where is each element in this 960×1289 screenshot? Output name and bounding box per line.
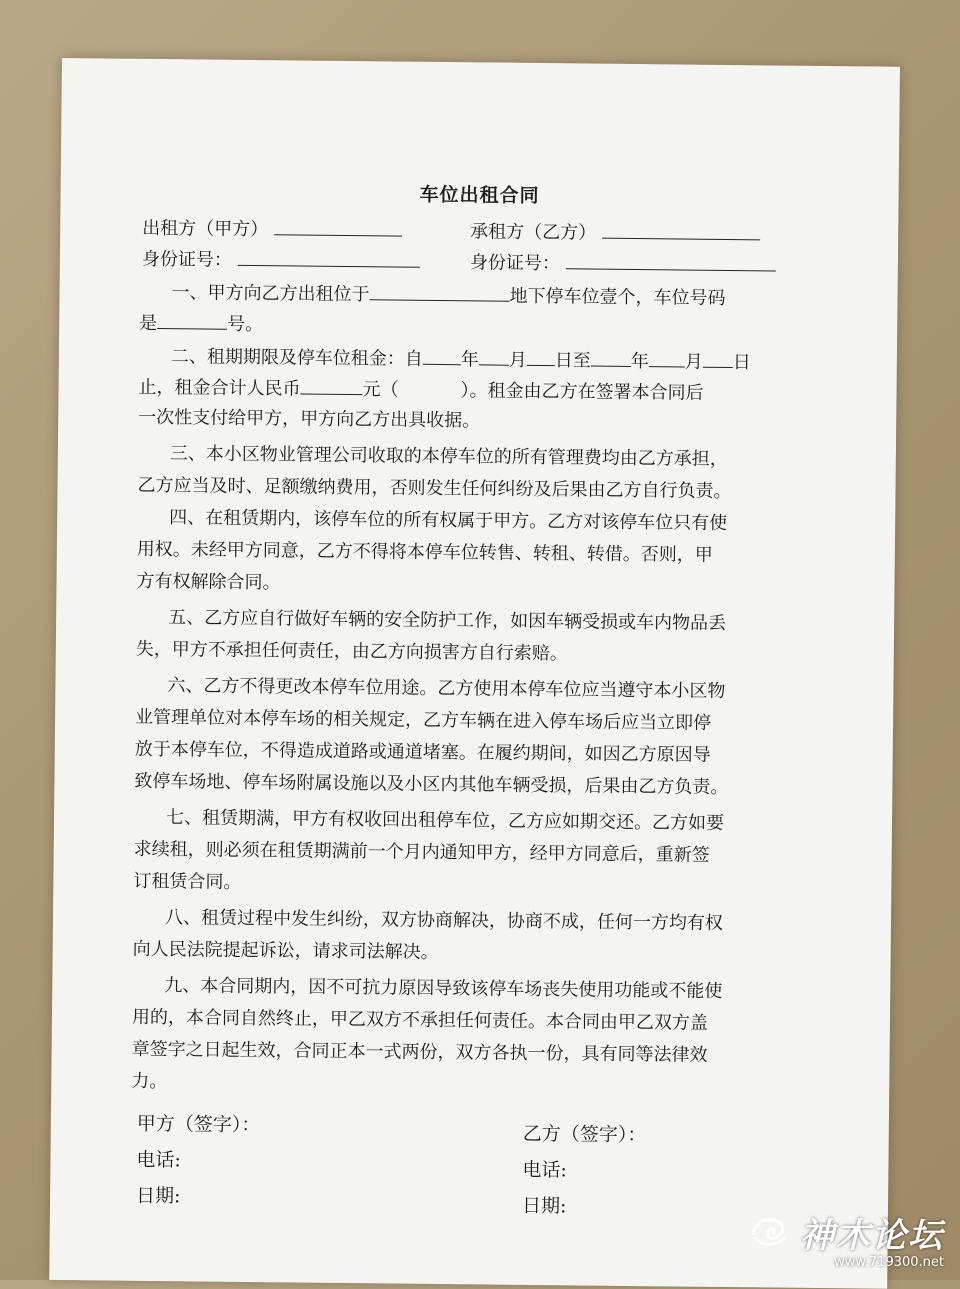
clause-9-line-3: 章签字之日起生效，合同正本一式两份，双方各执一份，具有同等法律效 — [131, 1038, 708, 1066]
party-b-phone-label: 电话: — [522, 1158, 567, 1182]
clause-4-line-2: 用权。未经甲方同意，乙方不得将本停车位转售、转租、转借。否则，甲 — [136, 538, 713, 566]
lessor-blank — [274, 218, 402, 236]
clause-2-text-b: 止，租金合计人民币 — [138, 376, 301, 400]
year-2-label: 年 — [630, 350, 649, 373]
clause-2-text-c: 元（ — [362, 379, 399, 401]
lessee-field — [470, 220, 760, 246]
clause-9-line-2: 用的，本合同自然终止，甲乙双方不承担任何责任。本合同由甲乙双方盖 — [131, 1006, 709, 1034]
party-a-signature-label: 甲方（签字）： — [136, 1112, 261, 1137]
clause-4-line-1: 四、在租赁期内，该停车位的所有权属于甲方。乙方对该停车位只有使 — [169, 507, 728, 534]
clause-3-line-1: 三、本小区物业管理公司收取的本停车位的所有管理费均由乙方承担， — [169, 443, 728, 470]
contract-document — [49, 58, 900, 1289]
id-label-a: 身份证号： — [141, 248, 233, 271]
clause-3-line-2: 乙方应当及时、足额缴纳费用，否则发生任何纠纷及后果由乙方自行负责。 — [137, 474, 732, 503]
end-year-blank — [591, 350, 631, 367]
contract-paper — [49, 58, 900, 1289]
party-b-signature-label: 乙方（签字）： — [522, 1122, 647, 1147]
id-label-b: 身份证号： — [469, 252, 560, 275]
rent-words-space — [398, 396, 460, 397]
rent-amount-blank — [300, 378, 362, 396]
clause-1-text-b: 地下停车位壹个，车位号码 — [509, 285, 726, 309]
clause-2-line-2 — [138, 376, 703, 405]
clause-2-line-1 — [171, 345, 751, 374]
party-b-date-label: 日期: — [521, 1194, 567, 1218]
clause-7-line-3: 订租赁合同。 — [133, 870, 242, 893]
clause-4-line-3: 方有权解除合同。 — [136, 570, 281, 594]
id-field-a — [142, 248, 420, 274]
lessee-blank — [602, 222, 760, 241]
clause-1-line-2 — [139, 312, 263, 336]
clause-5-line-1: 五、乙方应自行做好车辆的安全防护工作，如因车辆受损或车内物品丢 — [168, 607, 727, 634]
lessee-label: 承租方（乙方） — [470, 221, 597, 244]
forum-watermark — [749, 1208, 944, 1270]
clause-6-line-2: 业管理单位对本停车场的相关规定，乙方车辆在进入停车场后应当立即停 — [134, 706, 712, 734]
party-a-date-label: 日期: — [135, 1184, 181, 1208]
clause-1-line-1 — [171, 281, 725, 310]
start-day-blank — [527, 349, 555, 366]
document-title: 车位出租合同 — [419, 183, 540, 208]
month-1-label: 月 — [508, 349, 527, 371]
dragon-logo-icon — [749, 1214, 789, 1252]
day-1-label: 日至 — [554, 350, 591, 372]
clause-5-line-2: 失，甲方不承担任何责任，由乙方向损害方自行索赔。 — [135, 638, 568, 665]
clause-6-line-3: 放于本停车位，不得造成道路或通道堵塞。在履约期间，如因乙方原因导 — [134, 738, 711, 766]
watermark-name: 神木论坛 — [800, 1216, 944, 1256]
lessor-label: 出租方（甲方） — [142, 217, 269, 241]
clause-1-text-c: 是 — [139, 312, 158, 335]
month-2-label: 月 — [684, 351, 703, 373]
year-1-label: 年 — [460, 349, 479, 371]
id-blank-a — [238, 249, 420, 268]
lessor-field — [142, 217, 402, 243]
location-blank — [369, 283, 509, 301]
party-a-phone-label: 电话: — [136, 1148, 181, 1172]
clause-9-line-1: 九、本合同期内，因不可抗力原因导致该停车场丧失使用功能或不能使 — [164, 975, 723, 1002]
watermark-url: www.719300.net — [834, 1255, 944, 1270]
clause-7-line-1: 七、租赁期满，甲方有权收回出租停车位，乙方应如期交还。乙方如要 — [165, 807, 725, 834]
clause-2-text-a: 二、租期期限及停车位租金：自 — [170, 346, 423, 370]
clause-2-text-d: ）。租金由乙方在签署本合同后 — [460, 380, 704, 404]
end-day-blank — [703, 351, 733, 368]
clause-6-line-1: 六、乙方不得更改本停车位用途。乙方使用本停车位应当遵守本小区物 — [167, 675, 726, 702]
start-month-blank — [479, 348, 509, 365]
clause-9-line-4: 力。 — [131, 1070, 168, 1093]
clause-1-text-d: 号。 — [227, 313, 264, 336]
clause-7-line-2: 求续租，则必须在租赁期满前一个月内通知甲方，经甲方同意后，重新签 — [133, 838, 710, 866]
clause-8-line-1: 八、租赁过程中发生纠纷，双方协商解决，协商不成，任何一方均有权 — [164, 907, 724, 934]
clause-2-line-3: 一次性支付给甲方，甲方向乙方出具收据。 — [138, 406, 481, 432]
clause-6-line-4: 致停车场地、停车场附属设施以及小区内其他车辆受损，后果由乙方负责。 — [134, 770, 729, 799]
clause-1-text-a: 一、甲方向乙方出租位于 — [171, 282, 370, 306]
id-field-b — [470, 251, 776, 277]
id-blank-b — [566, 252, 776, 271]
start-year-blank — [423, 348, 461, 365]
end-month-blank — [649, 350, 685, 367]
clause-8-line-2: 向人民法院提起诉讼，请求司法解决。 — [132, 938, 439, 963]
space-number-blank — [157, 312, 227, 330]
day-2-label: 日 — [732, 352, 751, 374]
